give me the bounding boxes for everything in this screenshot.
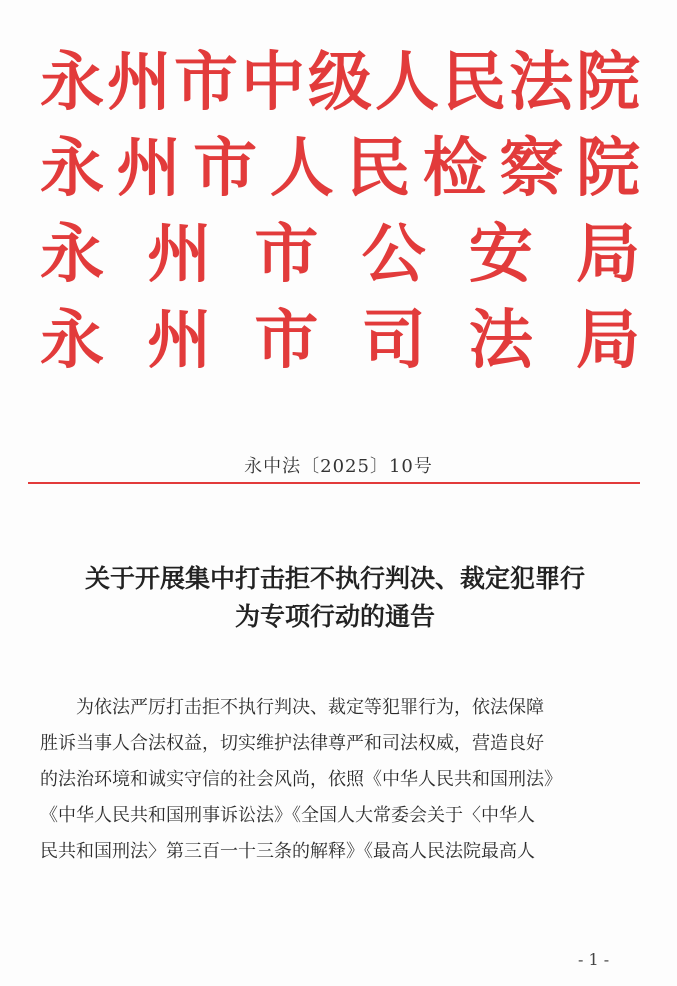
issuer-char: 法	[468, 303, 533, 378]
issuer-char: 检	[422, 131, 487, 206]
document-body	[40, 690, 640, 870]
issuer-char: 民	[346, 131, 411, 206]
issuer-char: 民	[442, 45, 506, 120]
body-line: 《中华人民共和国刑事诉讼法》《全国人大常委会关于〈中华人	[40, 805, 535, 826]
title-line: 为专项行动的通告	[234, 602, 435, 631]
body-line: 的法治环境和诚实守信的社会风尚，依照《中华人民共和国刑法》	[40, 769, 562, 790]
issuer-char: 永	[40, 217, 104, 292]
document-title	[30, 560, 640, 636]
issuer-char: 人	[269, 131, 334, 206]
issuer-char: 级	[308, 45, 372, 120]
issuer-char: 市	[254, 303, 319, 378]
issuer-char: 安	[468, 217, 533, 292]
body-line: 为依法严厉打击拒不执行判决、裁定等犯罪行为，依法保障	[76, 697, 544, 718]
issuer-char: 司	[361, 303, 426, 378]
issuer-justice-bureau	[40, 298, 640, 384]
body-line: 胜诉当事人合法权益，切实维护法律尊严和司法权威，营造良好	[40, 733, 544, 754]
issuer-char: 永	[40, 45, 104, 120]
body-line: 民共和国刑法〉第三百一十三条的解释》《最高人民法院最高人	[40, 841, 535, 862]
header-divider	[28, 482, 640, 484]
issuer-char: 公	[361, 217, 426, 292]
issuer-char: 州	[147, 217, 212, 292]
issuer-public-security	[40, 212, 640, 298]
issuer-char: 州	[147, 303, 212, 378]
issuer-char: 中	[241, 45, 305, 120]
issuer-char: 市	[193, 131, 258, 206]
issuer-header	[40, 40, 640, 384]
issuer-char: 院	[575, 131, 640, 206]
issuer-char: 市	[174, 45, 238, 120]
title-line: 关于开展集中打击拒不执行判决、裁定犯罪行	[84, 564, 585, 593]
issuer-char: 州	[107, 45, 171, 120]
issuer-char: 永	[40, 131, 104, 206]
issuer-char: 法	[509, 45, 573, 120]
issuer-char: 局	[575, 217, 640, 292]
issuer-char: 州	[116, 131, 181, 206]
issuer-char: 市	[254, 217, 319, 292]
issuer-char: 院	[576, 45, 640, 120]
page-number: - 1 -	[578, 950, 610, 969]
issuer-char: 局	[575, 303, 640, 378]
issuer-char: 永	[40, 303, 104, 378]
issuer-procuratorate	[40, 126, 640, 212]
document-number: 永中法〔2025〕10号	[244, 456, 433, 477]
issuer-court	[40, 40, 640, 126]
issuer-char: 人	[375, 45, 439, 120]
issuer-char: 察	[499, 131, 564, 206]
